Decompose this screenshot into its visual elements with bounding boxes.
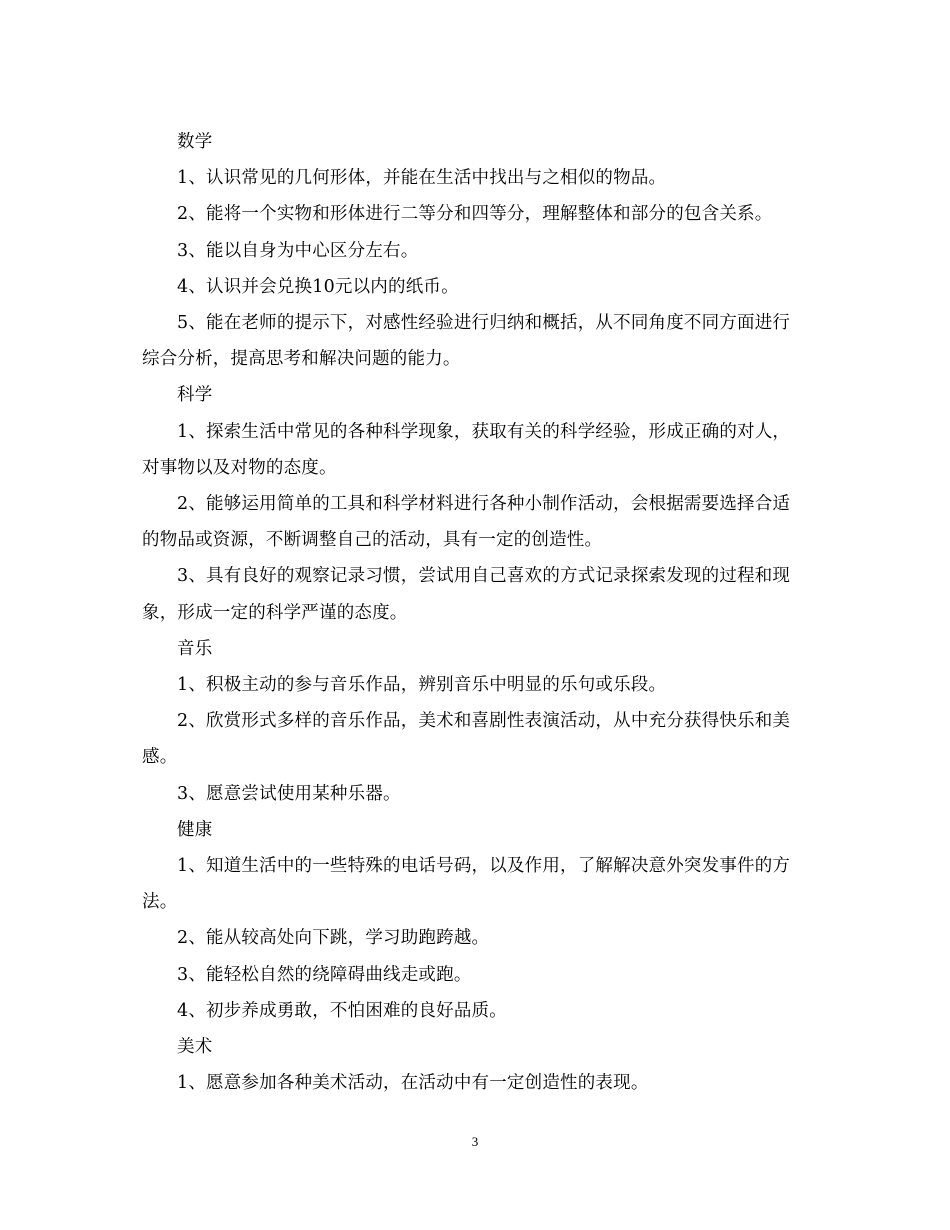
page-number: 3 (471, 1134, 479, 1149)
paragraph: 3、具有良好的观察记录习惯，尝试用自己喜欢的方式记录探索发现的过程和现象，形成一定的科学严谨的态度。 (142, 566, 791, 623)
paragraph: 3、能以自身为中心区分左右。 (177, 240, 419, 261)
section-heading-health: 健康 (177, 819, 213, 840)
section-heading-art: 美术 (177, 1037, 213, 1058)
paragraph: 2、能够运用简单的工具和科学材料进行各种小制作活动，会根据需要选择合适的物品或资源，不断调整自己的活动，具有一定的创造性。 (142, 494, 791, 551)
paragraph: 3、能轻松自然的绕障碍曲线走或跑。 (177, 964, 472, 985)
paragraph: 1、知道生活中的一些特殊的电话号码，以及作用，了解解决意外突发事件的方法。 (142, 856, 791, 913)
paragraph: 5、能在老师的提示下，对感性经验进行归纳和概括，从不同角度不同方面进行综合分析，提高思考和解决问题的能力。 (142, 313, 791, 370)
paragraph: 4、认识并会兑换10元以内的纸币。 (177, 276, 459, 297)
paragraph: 1、探索生活中常见的各种科学现象，获取有关的科学经验，形成正确的对人，对事物以及对物的态度。 (142, 421, 791, 478)
section-heading-math: 数学 (177, 132, 213, 152)
paragraph: 1、积极主动的参与音乐作品，辨别音乐中明显的乐句或乐段。 (177, 675, 667, 696)
paragraph: 2、欣赏形式多样的音乐作品，美术和喜剧性表演活动，从中充分获得快乐和美感。 (142, 711, 791, 768)
paragraph: 4、初步养成勇敢，不怕困难的良好品质。 (177, 1000, 507, 1021)
paragraph: 2、能将一个实物和形体进行二等分和四等分，理解整体和部分的包含关系。 (177, 204, 773, 225)
section-heading-music: 音乐 (177, 638, 213, 659)
paragraph: 1、认识常见的几何形体，并能在生活中找出与之相似的物品。 (177, 168, 667, 189)
paragraph: 1、愿意参加各种美术活动，在活动中有一定创造性的表现。 (177, 1073, 649, 1094)
paragraph: 3、愿意尝试使用某种乐器。 (177, 783, 401, 804)
section-heading-science: 科学 (177, 385, 213, 406)
document-body (142, 124, 806, 1101)
paragraph: 2、能从较高处向下跳，学习助跑跨越。 (177, 928, 490, 949)
